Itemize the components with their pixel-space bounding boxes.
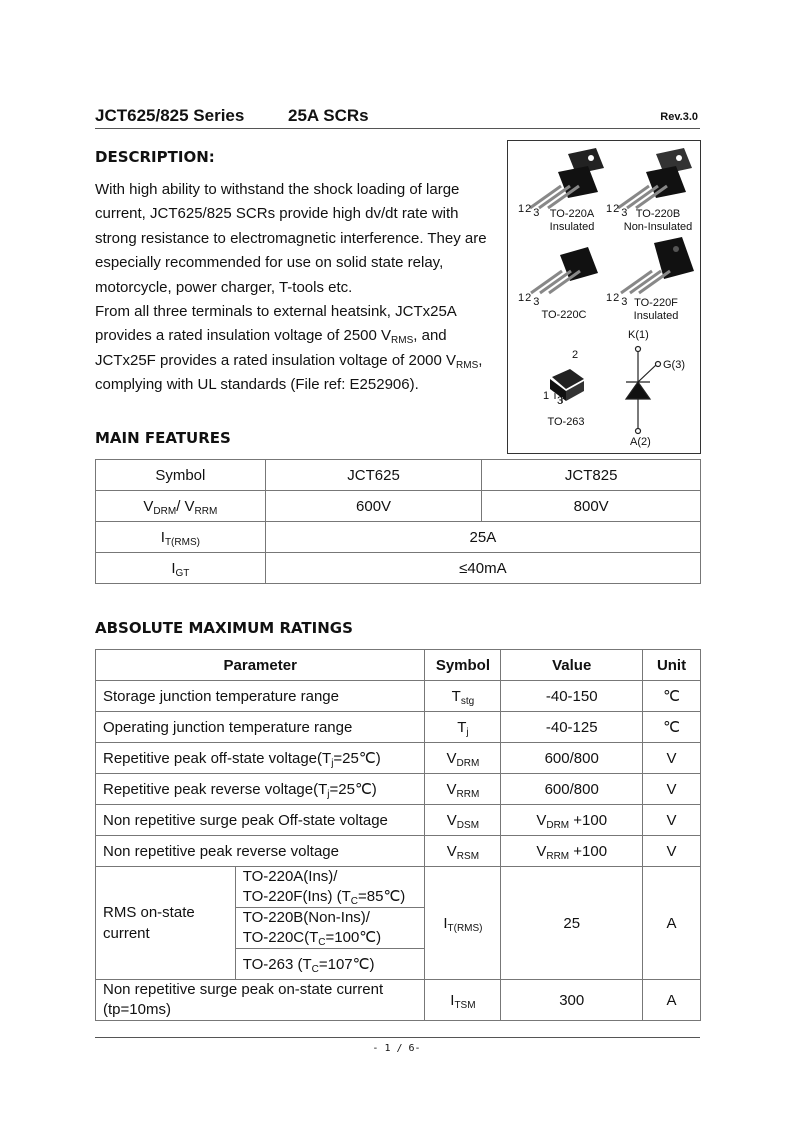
description-paragraph-2: From all three terminals to external heatsink, JCTx25A provides a rated insulation voltage of 2500 $V_{RMS}$, and JCTx25F provides a rated insulation voltage of 2000 $V_{RMS}$, complying with UL standards (File ref: E252906).: [95, 303, 483, 394]
cathode-label: K(1): [628, 329, 649, 341]
value-cell: 600V: [265, 491, 482, 522]
table-row: [96, 805, 701, 836]
unit-cell: ℃: [643, 712, 701, 743]
unit-cell: ℃: [643, 681, 701, 712]
table-header: Value: [501, 650, 643, 681]
product-title: 25A SCRs: [288, 106, 369, 125]
symbol-cell: $I_{T(RMS)}$: [96, 522, 266, 553]
condition-cell: TO-263 $(T_C=107℃)$: [235, 949, 425, 980]
symbol-cell: $T_{stg}$: [425, 681, 501, 712]
value-cell: 25A: [265, 522, 700, 553]
value-cell: 600/800: [501, 743, 643, 774]
table-row: [96, 491, 701, 522]
value-cell: 600/800: [501, 774, 643, 805]
series-title: JCT625/825 Series: [95, 106, 245, 125]
to220b-label: TO-220B Non-Insulated: [623, 208, 693, 233]
ratings-heading: ABSOLUTE MAXIMUM RATINGS: [95, 619, 353, 637]
param-cell: Non repetitive surge peak Off-state voltage: [96, 805, 425, 836]
to263-label: TO-263: [547, 416, 585, 428]
condition-cell: TO-220B(Non-Ins)/ $TO-220C(T_C=100℃)$: [235, 908, 425, 949]
unit-cell: A: [643, 980, 701, 1021]
unit-cell: V: [643, 743, 701, 774]
value-cell: -40-150: [501, 681, 643, 712]
param-cell: Repetitive peak reverse $voltage(T_j=25℃)$: [96, 774, 425, 805]
table-row: [96, 980, 701, 1021]
param-cell: Non repetitive peak reverse voltage: [96, 836, 425, 867]
value-cell: 25: [501, 867, 643, 980]
table-header: Symbol: [425, 650, 501, 681]
description-paragraph-1: With high ability to withstand the shock loading of large current, JCT625/825 SCRs provide high dv/dt rate with strong resistance to electromagnetic interference. They are especially recommended for use on solid state relay, motorcycle, power charger, T-tools etc.: [95, 181, 487, 296]
symbol-cell: $V_{DRM}/$ $V_{RRM}$: [96, 491, 266, 522]
value-cell: $V_{DRM} +100$: [501, 805, 643, 836]
revision-label: Rev.3.0: [660, 111, 698, 123]
page-number: - 1 / 6-: [372, 1043, 421, 1054]
table-row: [96, 553, 701, 584]
header-rule: [95, 128, 700, 129]
value-cell: 300: [501, 980, 643, 1021]
to220a-label: TO-220A Insulated: [549, 208, 595, 233]
gate-label: G(3): [663, 359, 685, 371]
main-features-table: [95, 459, 701, 584]
to220f-drawing: [621, 237, 694, 293]
table-header: Parameter: [96, 650, 425, 681]
description-heading: DESCRIPTION:: [95, 148, 215, 166]
table-header: Symbol: [96, 460, 266, 491]
symbol-cell: $I_{T(RMS)}$: [425, 867, 501, 980]
anode-label: A(2): [630, 436, 651, 448]
to220a-drawing: [530, 148, 604, 208]
symbol-cell: $T_j$: [425, 712, 501, 743]
footer-rule: [95, 1037, 700, 1038]
to263-pin-3: 3: [557, 395, 564, 407]
to220c-drawing: [531, 247, 598, 293]
unit-cell: V: [643, 805, 701, 836]
value-cell: 800V: [482, 491, 701, 522]
to220a-pins: 12 3: [518, 203, 540, 219]
param-cell: Non repetitive surge peak on-state current (tp=10ms): [96, 980, 425, 1021]
param-cell: Storage junction temperature range: [96, 681, 425, 712]
to220f-label: TO-220F Insulated: [633, 297, 679, 322]
param-cell: Repetitive peak off-state $voltage(T_j=25℃)$: [96, 743, 425, 774]
to263-pin-1: 1: [543, 390, 550, 402]
table-row: [96, 774, 701, 805]
description-text: [95, 178, 500, 398]
to220b-pins: 12 3: [606, 203, 628, 219]
table-row: [96, 836, 701, 867]
table-header: JCT825: [482, 460, 701, 491]
unit-cell: V: [643, 774, 701, 805]
value-cell: ≤40mA: [265, 553, 700, 584]
to263-pin-2: 2: [572, 349, 579, 361]
symbol-cell: $I_{TSM}$: [425, 980, 501, 1021]
to220f-pins: 12 3: [606, 292, 628, 308]
to263-drawing: [550, 369, 584, 403]
table-row: [96, 681, 701, 712]
symbol-cell: $V_{DRM}$: [425, 743, 501, 774]
param-cell: RMS on-state current: [96, 867, 236, 980]
symbol-cell: $V_{RSM}$: [425, 836, 501, 867]
to220c-pins: 12 3: [518, 292, 540, 308]
value-cell: $V_{RRM} +100$: [501, 836, 643, 867]
table-row: [96, 743, 701, 774]
package-illustration: [507, 140, 701, 454]
param-cell: Operating junction temperature range: [96, 712, 425, 743]
unit-cell: A: [643, 867, 701, 980]
table-header: Unit: [643, 650, 701, 681]
symbol-cell: $V_{DSM}$: [425, 805, 501, 836]
to220b-drawing: [618, 148, 692, 208]
condition-cell: TO-220A(Ins)/ TO-220F(Ins) $(T_C=85℃)$: [235, 867, 425, 908]
unit-cell: V: [643, 836, 701, 867]
symbol-cell: $I_{GT}$: [96, 553, 266, 584]
main-features-heading: MAIN FEATURES: [95, 429, 231, 447]
to220c-label: TO-220C: [541, 309, 587, 321]
value-cell: -40-125: [501, 712, 643, 743]
table-row: [96, 650, 701, 681]
ratings-table: [95, 649, 701, 1021]
table-row: [96, 867, 701, 908]
table-row: [96, 522, 701, 553]
symbol-cell: $V_{RRM}$: [425, 774, 501, 805]
scr-symbol: [626, 347, 661, 434]
table-row: [96, 712, 701, 743]
table-row: [96, 460, 701, 491]
table-header: JCT625: [265, 460, 482, 491]
